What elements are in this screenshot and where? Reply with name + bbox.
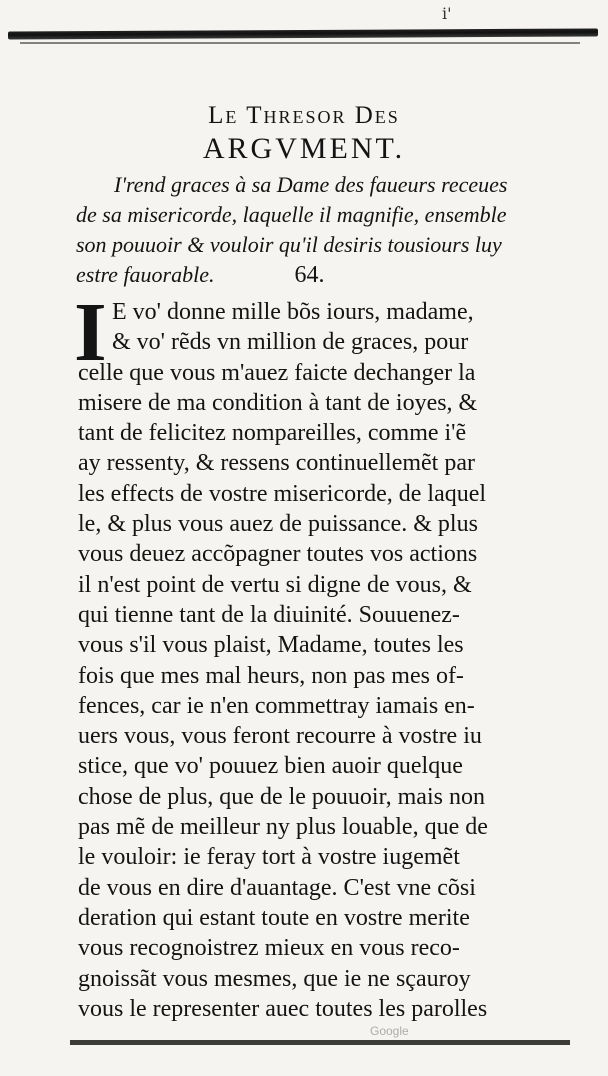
body-line: celle que vous m'auez faicte dechanger la (78, 359, 476, 386)
argument-title: ARGVMENT. (202, 132, 406, 165)
summary-line: I'rend graces à sa Dame des faueurs receues (114, 172, 508, 197)
body-line: stice, que vo' pouuez bien auoir quelque (78, 753, 463, 780)
body-line: & vo' rẽds vn million de graces, pour (112, 329, 469, 356)
body-line: le vouloir: ie feray tort à vostre iugemẽt (78, 844, 460, 871)
bottom-rule (70, 1040, 570, 1045)
body-line: ay ressenty, & ressens continuellemẽt par (78, 450, 475, 477)
body-line: vous recognoistrez mieux en vous reco- (78, 935, 460, 962)
body-line: les effects de vostre misericorde, de laquel (78, 480, 487, 507)
body-line: gnoissãt vous mesmes, que ie ne sçauroy (78, 965, 471, 992)
summary-line-last (76, 260, 556, 290)
drop-cap: I (74, 286, 107, 379)
top-rule (8, 28, 598, 39)
body-line: misere de ma condition à tant de ioyes, & (78, 389, 478, 416)
body-line: vous s'il vous plaist, Madame, toutes les (78, 632, 464, 659)
summary-line: son pouuoir & vouloir qu'il desiris tousiours luy (76, 232, 502, 257)
summary-line-text: estre fauorable. (76, 262, 215, 287)
body-line: vous deuez accõpagner toutes vos actions (78, 541, 478, 568)
body-line: fences, car ie n'en commettray iamais en- (78, 692, 475, 719)
top-mark: i' (442, 4, 452, 23)
top-rule-thin (20, 42, 580, 44)
argument-summary (76, 170, 556, 290)
chapter-number: 64. (294, 262, 325, 288)
body-line: deration qui estant toute en vostre merite (78, 904, 470, 931)
summary-line: de sa misericorde, laquelle il magnifie, ensemble (76, 202, 507, 227)
body-line: tant de felicitez nompareilles, comme i'ẽ (78, 420, 467, 447)
running-head: Le Thresor Des (208, 102, 400, 129)
body-line: fois que mes mal heurs, non pas mes of- (78, 662, 464, 689)
body-line: il n'est point de vertu si digne de vous, & (78, 571, 472, 598)
body-line: E vo' donne mille bõs iours, madame, (112, 299, 474, 325)
body-line: le, & plus vous auez de puissance. & plus (78, 511, 478, 538)
body-line: uers vous, vous feront recourre à vostre iu (78, 723, 482, 750)
body-line: chose de plus, que de le pouuoir, mais non (78, 783, 485, 810)
watermark: Google (370, 1024, 409, 1038)
body-line: qui tienne tant de la diuinité. Souuenez- (78, 601, 460, 628)
body-text (78, 297, 578, 1024)
body-line: de vous en dire d'auantage. C'est vne cõsi (78, 874, 476, 901)
body-line: vous le representer auec toutes les parolles (78, 995, 488, 1022)
body-line: pas mẽ de meilleur ny plus louable, que de (78, 814, 488, 841)
